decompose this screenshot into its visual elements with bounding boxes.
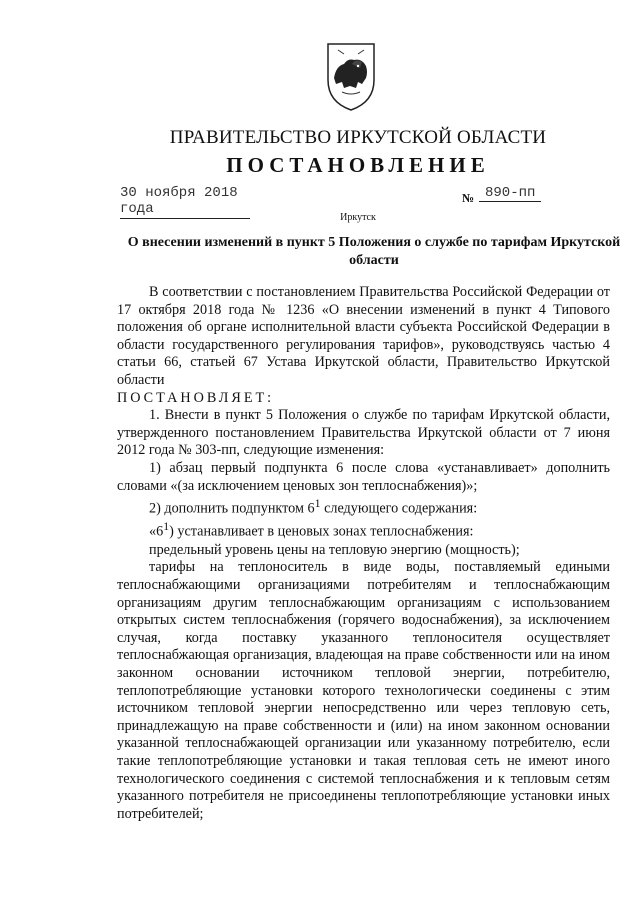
- document-number: 890-пп: [479, 185, 541, 202]
- subitem-2-paragraph: [117, 495, 610, 518]
- quoted-item-paragraph: [117, 518, 610, 541]
- government-title: ПРАВИТЕЛЬСТВО ИРКУТСКОЙ ОБЛАСТИ: [169, 127, 547, 148]
- quote-superscript: 1: [163, 519, 170, 534]
- decree-word: ПОСТАНОВЛЯЕТ:: [117, 389, 275, 406]
- document-type: ПОСТАНОВЛЕНИЕ: [226, 153, 490, 177]
- document-date: 30 ноября 2018 года: [120, 185, 250, 219]
- quote-suffix: ) устанавливает в ценовых зонах теплоснабжения:: [169, 524, 474, 541]
- subitem-2-superscript: 1: [314, 496, 321, 511]
- subitem-2-prefix: 2) дополнить подпунктом 6: [149, 500, 315, 517]
- number-sign: №: [462, 191, 475, 205]
- item-1-paragraph: 1. Внести в пункт 5 Положения о службе по тарифам Иркутской области, утвержденного постановлением Правительства Иркутской области от 7 июня 2012 года № 303-пп, следующие изменения:: [117, 407, 610, 459]
- price-level-paragraph: предельный уровень цены на тепловую энергию (мощность);: [149, 541, 520, 558]
- subitem-1-paragraph: 1) абзац первый подпункта 6 после слова «устанавливает» дополнить словами «(за исключением ценовых зон теплоснабжения)»;: [117, 459, 610, 494]
- subitem-2-suffix: следующего содержания:: [320, 500, 478, 517]
- quote-prefix: «6: [149, 524, 164, 541]
- document-body: [117, 284, 610, 823]
- preamble-paragraph: В соответствии с постановлением Правительства Российской Федерации от 17 октября 2018 года № 1236 «О внесении изменений в пункт 4 Типового положения об органе исполнительной власти субъекта Российской Федерации в области государственного регулирования тарифов», руководствуясь частью 4 статьи 66, статьей 67 Устава Иркутской области, Правительство Иркутской области: [117, 284, 610, 388]
- document-title: О внесении изменений в пункт 5 Положения о службе по тарифам Иркутской области: [127, 235, 621, 268]
- city-name: Иркутск: [340, 212, 376, 223]
- irkutsk-coat-of-arms-emblem: [322, 40, 380, 112]
- tariffs-paragraph: тарифы на теплоноситель в виде воды, поставляемый едиными теплоснабжающими организациями потребителям и теплоснабжающим организациям другим теплоснабжающим организациям с использованием открытых систем теплоснабжения (горячего водоснабжения), за исключением случая, когда поставку указанного теплоносителя осуществляет теплоснабжающая организация, владеющая на праве собственности или на ином законном основании источником тепловой энергии, потребителю, теплопотребляющие установки которого технологически соединены с этим источником тепловой энергии непосредственно или через тепловую сеть, принадлежащую на праве собственности и (или) на ином законном основании указанной теплоснабжающей организации или указанному потребителю, если такие теплопотребляющие установки и такая тепловая сеть не имеют иного технологического соединения с системой теплоснабжения и к тепловым сетям указанного потребителя не присоединены теплопотребляющие установки иных потребителей;: [117, 559, 610, 822]
